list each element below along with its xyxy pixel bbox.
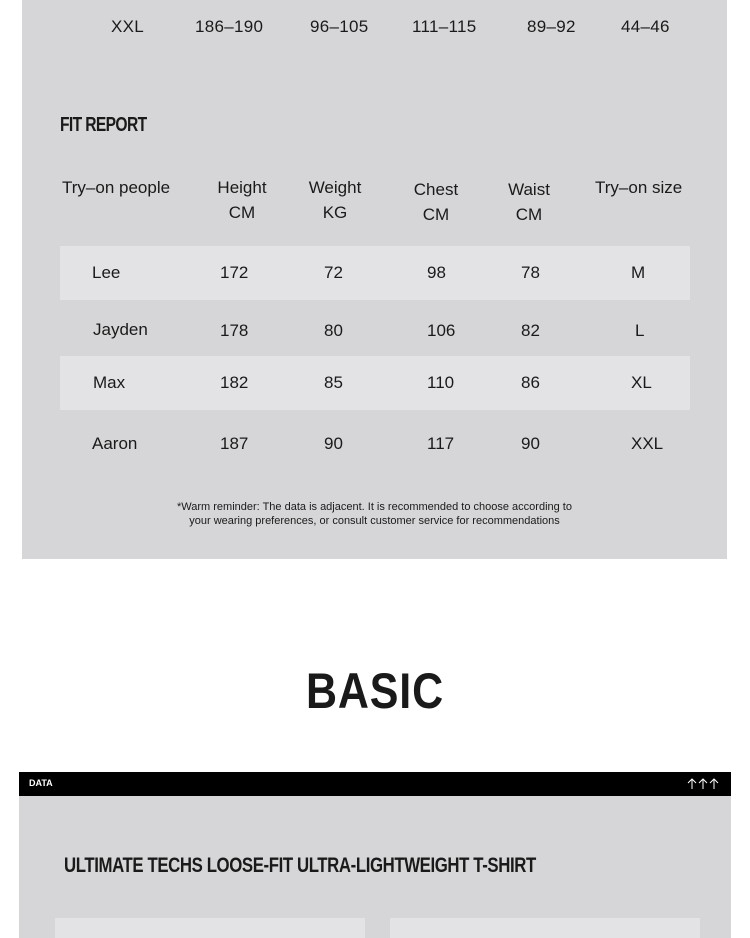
row-waist: 78: [521, 263, 540, 282]
product-title: ULTIMATE TECHS LOOSE-FIT ULTRA-LIGHTWEIGHT T-SHIRT: [64, 854, 536, 877]
basic-heading: BASIC: [305, 663, 445, 719]
row-chest: 106: [427, 321, 456, 340]
row-size: L: [635, 321, 645, 340]
row-name: Aaron: [92, 434, 138, 453]
product-data-panel: [19, 796, 731, 938]
row-chest: 98: [427, 263, 446, 282]
size-chart-row: [22, 17, 727, 39]
row-weight: 80: [324, 321, 343, 340]
row-size: XL: [631, 373, 652, 392]
row-height: 187: [220, 434, 249, 453]
header-people: Try–on people: [62, 178, 171, 197]
row-waist: 82: [521, 321, 540, 340]
row-name: Max: [93, 373, 126, 392]
table-row: [60, 301, 690, 355]
header-weight-label: Weight: [308, 178, 362, 197]
header-weight: [306, 175, 364, 225]
spec-card: [390, 918, 700, 938]
weight-cell: 96–105: [310, 17, 369, 36]
header-height: [216, 175, 268, 225]
header-height-unit: CM: [228, 203, 256, 222]
extra-cell: 44–46: [621, 17, 670, 36]
row-chest: 110: [427, 373, 455, 392]
header-waist: [505, 177, 553, 227]
row-height: 182: [220, 373, 249, 392]
table-row: [60, 246, 690, 300]
row-height: 172: [220, 263, 249, 282]
row-weight: 85: [324, 373, 343, 392]
table-row: [60, 356, 690, 410]
row-size: XXL: [631, 434, 664, 453]
height-cell: 186–190: [195, 17, 264, 36]
header-size: Try–on size: [595, 178, 683, 197]
header-chest: [410, 177, 462, 227]
header-chest-label: Chest: [413, 180, 459, 199]
header-waist-label: Waist: [508, 180, 550, 199]
row-size: M: [631, 263, 646, 282]
row-waist: 86: [521, 373, 540, 392]
fit-report-title: FIT REPORT: [60, 114, 147, 136]
row-weight: 72: [324, 263, 343, 282]
triple-arrow-up-icon: [687, 776, 719, 792]
header-height-label: Height: [217, 178, 267, 197]
reminder-line: your wearing preferences, or consult customer service for recommendations: [189, 515, 560, 527]
chest-cell: 111–115: [412, 17, 477, 36]
reminder-line: *Warm reminder: The data is adjacent. It is recommended to choose according to: [177, 501, 572, 513]
row-name: Jayden: [93, 320, 148, 339]
table-row: [60, 411, 690, 465]
data-bar: [19, 772, 731, 796]
header-chest-unit: CM: [422, 205, 450, 224]
row-weight: 90: [324, 434, 343, 453]
header-waist-unit: CM: [515, 205, 543, 224]
spec-card: [55, 918, 365, 938]
data-bar-label: DATA: [29, 778, 53, 788]
warm-reminder: [22, 500, 727, 528]
waist-cell: 89–92: [527, 17, 576, 36]
row-waist: 90: [521, 434, 540, 453]
size-chart-panel: [22, 0, 727, 559]
row-height: 178: [220, 321, 249, 340]
size-cell: XXL: [111, 17, 145, 36]
row-name: Lee: [92, 263, 121, 282]
header-weight-unit: KG: [322, 203, 348, 222]
row-chest: 117: [427, 434, 455, 453]
